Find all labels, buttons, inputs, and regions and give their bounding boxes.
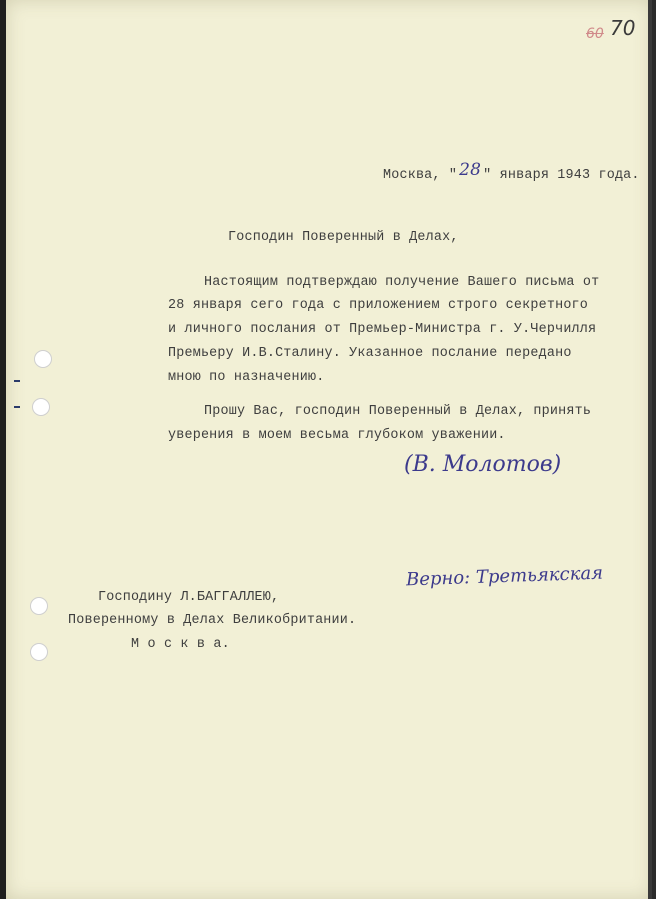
- body-line: Премьеру И.В.Сталину. Указанное послание передано: [168, 346, 572, 361]
- body-line: Настоящим подтверждаю получение Вашего письма от: [204, 275, 600, 290]
- body-line: уверения в моем весьма глубоком уважении.: [168, 428, 506, 443]
- margin-mark: [14, 406, 20, 408]
- date-rest: " января 1943 года.: [483, 168, 640, 183]
- addressee-title: Поверенному в Делах Великобритании.: [68, 613, 357, 628]
- archive-page-number: 70: [610, 16, 636, 40]
- punch-hole: [34, 350, 52, 368]
- date-line: [383, 160, 640, 183]
- punch-hole: [30, 643, 48, 661]
- addressee-city: М о с к в а.: [131, 637, 230, 652]
- punch-hole: [32, 398, 50, 416]
- date-place: Москва, ": [383, 168, 458, 183]
- signature-molotov: (В. Молотов): [404, 452, 562, 477]
- body-line: мною по назначению.: [168, 370, 325, 385]
- old-archive-number: 60: [586, 26, 604, 42]
- date-day-handwritten: 28: [459, 160, 482, 180]
- punch-hole: [30, 597, 48, 615]
- document-page: [6, 0, 652, 899]
- margin-mark: [14, 380, 20, 382]
- scan-right-edge: [648, 0, 652, 899]
- body-line: Прошу Вас, господин Поверенный в Делах, принять: [204, 404, 592, 419]
- salutation: Господин Поверенный в Делах,: [228, 230, 459, 245]
- certification-signature: Верно: Третьякская: [405, 562, 604, 591]
- body-line: 28 января сего года с приложением строго секретного: [168, 298, 589, 313]
- addressee-name: Господину Л.БАГГАЛЛЕЮ,: [98, 590, 280, 605]
- body-line: и личного послания от Премьер-Министра г. У.Черчилля: [168, 322, 597, 337]
